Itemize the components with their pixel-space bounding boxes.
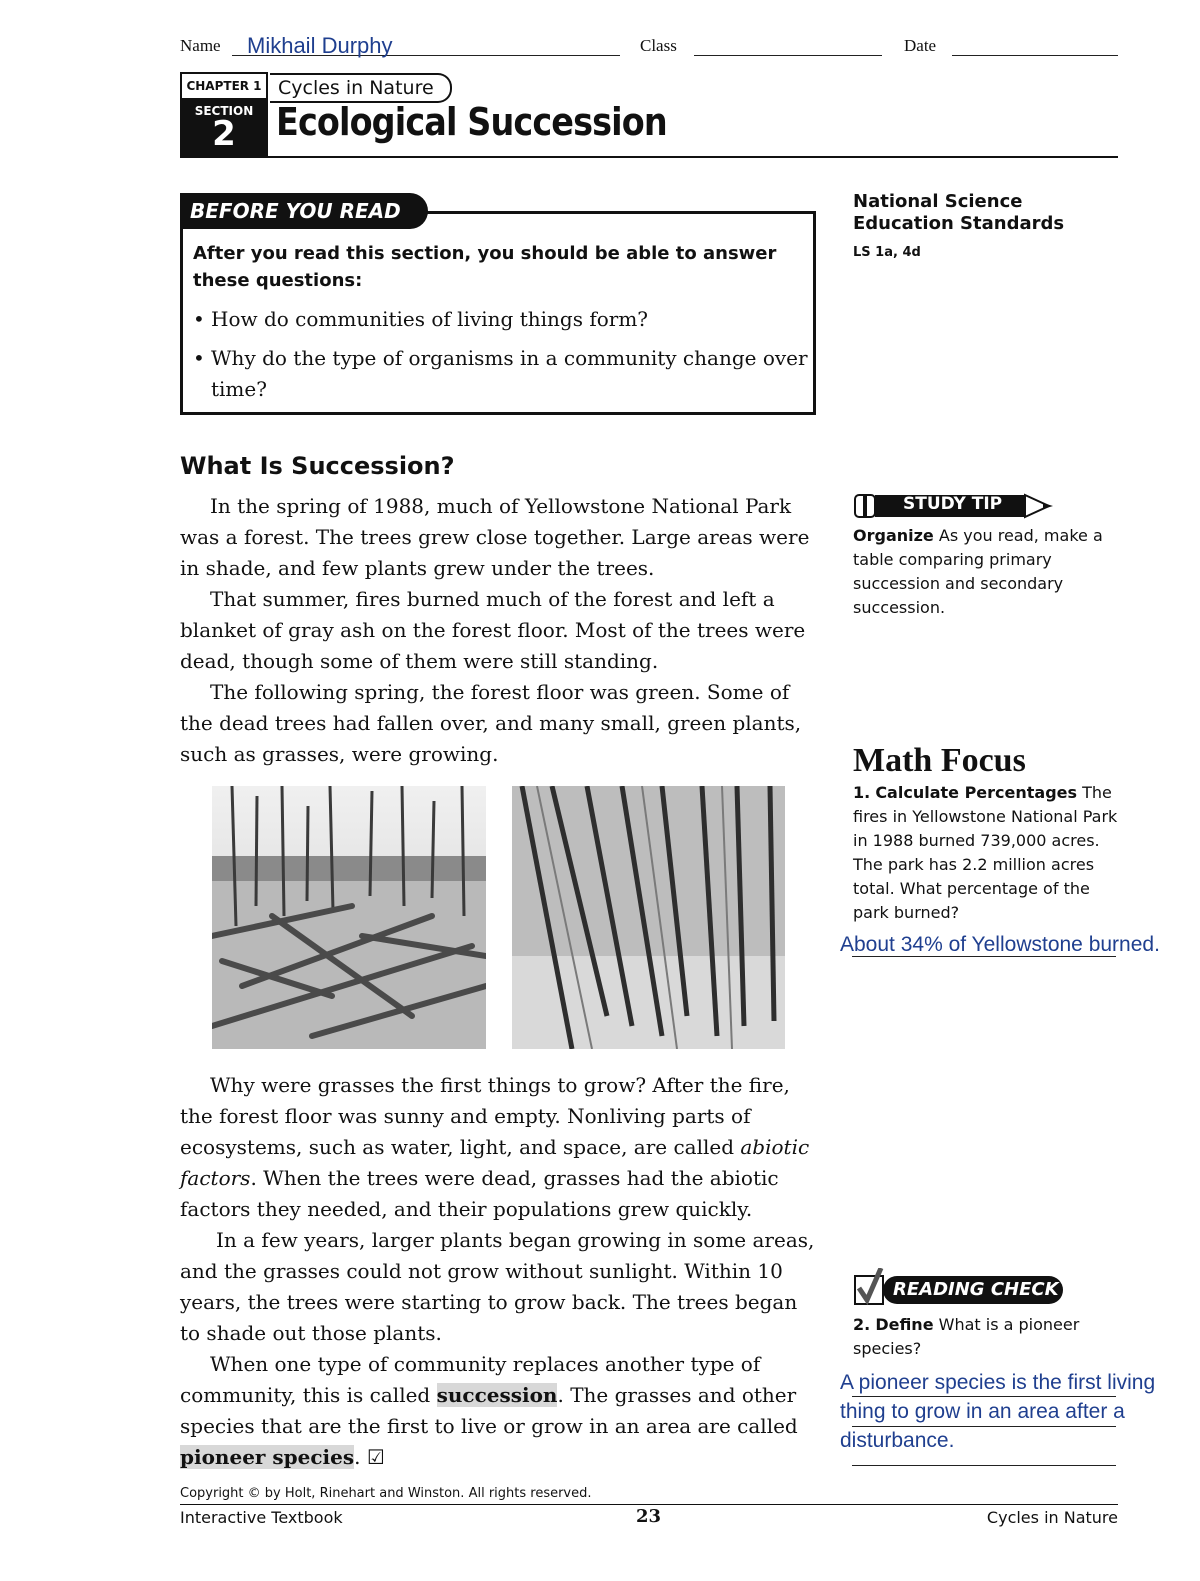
check-icon: ☑ (360, 1445, 385, 1469)
math-focus-answer[interactable]: About 34% of Yellowstone burned. (840, 933, 1160, 956)
reading-check-label: READING CHECK (893, 1279, 1059, 1300)
regrowth-forest-photo (512, 786, 785, 1049)
paragraph: When one type of community replaces another type of community, this is called succession. The grasses and other species that are the first to live or grow in an area are called pioneer species. ☑ (180, 1352, 798, 1469)
name-field-value[interactable]: Mikhail Durphy (247, 33, 393, 58)
answer-line (852, 1465, 1116, 1466)
term-pioneer-species: pioneer species (180, 1445, 355, 1469)
term-succession: succession (436, 1383, 558, 1407)
footer-chapter-title: Cycles in Nature (986, 1508, 1118, 1527)
copyright: Copyright © by Holt, Rinehart and Winston. All rights reserved. (180, 1486, 592, 1501)
heading-what-is-succession: What Is Succession? (180, 452, 455, 480)
class-field-line[interactable] (694, 55, 882, 56)
standards-codes: LS 1a, 4d (853, 245, 921, 260)
study-tip-label: STUDY TIP (903, 494, 1003, 514)
paragraph: Why were grasses the first things to grow? After the fire, the forest floor was sunny and empty. Nonliving parts of ecosystems, such as water, light, and space, are called abiotic factors. When the trees were dead, grasses had the abiotic factors they needed, and their populations grew quickly. (180, 1073, 810, 1221)
section-label: SECTION (194, 104, 254, 118)
section-rule (268, 156, 1118, 158)
term-abiotic-factors: abiotic factors (180, 1135, 810, 1190)
class-label: Class (640, 36, 677, 55)
reading-check-question: 2. Define What is a pioneer species? (853, 1315, 1080, 1358)
standards-title: National Science Education Standards (853, 191, 1065, 234)
date-field-line[interactable] (952, 55, 1118, 56)
before-you-read-question: • Why do the type of organisms in a community change over time? (193, 346, 808, 401)
burned-forest-photo (212, 786, 486, 1049)
section-number: 2 (212, 114, 236, 154)
footer-rule (180, 1504, 1118, 1505)
section-title: Ecological Succession (276, 100, 667, 144)
before-you-read-intro: After you read this section, you should be able to answer these questions: (193, 243, 777, 291)
paragraph: In a few years, larger plants began growing in some areas, and the grasses could not grow without sunlight. Within 10 years, the trees were starting to grow back. The trees began to shade out those plants. (180, 1228, 815, 1345)
study-tip-text: Organize As you read, make a table comparing primary succession and secondary succession. (853, 526, 1103, 617)
name-label: Name (180, 36, 221, 55)
reading-check-badge (853, 1268, 1065, 1308)
paragraph: That summer, fires burned much of the forest and left a blanket of gray ash on the forest floor. Most of the trees were dead, though some of them were still standing. (180, 587, 806, 673)
chapter-label: CHAPTER 1 (180, 72, 268, 100)
reading-check-answer[interactable]: A pioneer species is the first living thing to grow in an area after a disturbance. (840, 1371, 1156, 1452)
study-tip-badge (853, 492, 1065, 520)
paragraph: In the spring of 1988, much of Yellowstone National Park was a forest. The trees grew close together. Large areas were in shade, and few plants grew under the trees. (180, 494, 810, 580)
before-you-read-tab: BEFORE YOU READ (180, 193, 428, 229)
math-focus-question: 1. Calculate Percentages The fires in Yellowstone National Park in 1988 burned 739,000 acres. The park has 2.2 million acres total. What percentage of the park burned? (853, 783, 1118, 922)
chapter-title: Cycles in Nature (270, 73, 452, 103)
paragraph: The following spring, the forest floor was green. Some of the dead trees had fallen over, and many small, green plants, such as grasses, were growing. (180, 680, 802, 766)
footer-book-title: Interactive Textbook (180, 1508, 343, 1527)
date-label: Date (904, 36, 937, 55)
math-focus-title: Math Focus (853, 742, 1026, 779)
page-number: 23 (636, 1506, 662, 1527)
before-you-read-question: • How do communities of living things form? (193, 307, 649, 331)
